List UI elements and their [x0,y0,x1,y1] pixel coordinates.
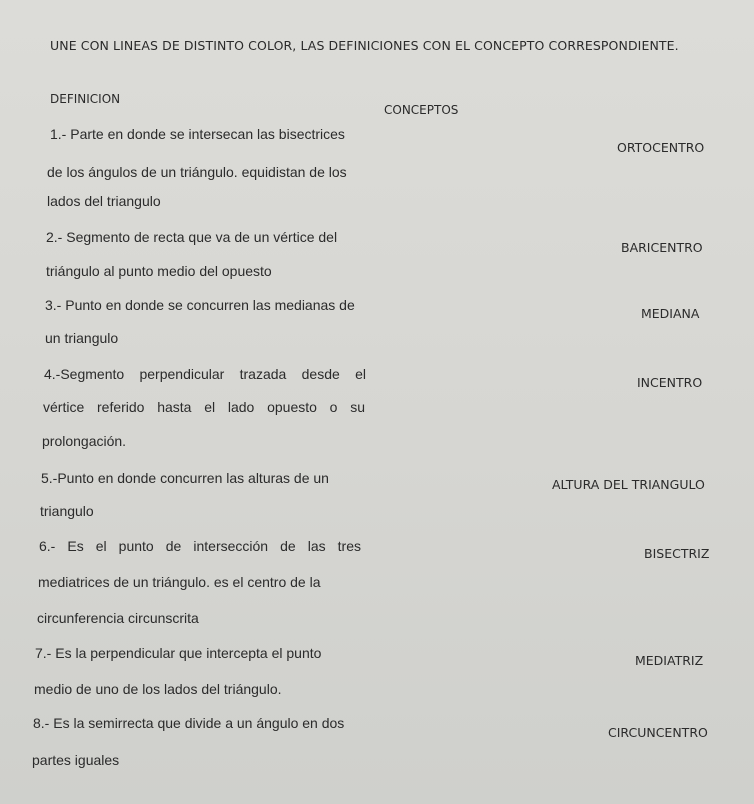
instruction-title: UNE CON LINEAS DE DISTINTO COLOR, LAS DEFINICIONES CON EL CONCEPTO CORRESPONDIENTE. [50,38,679,53]
concept-item: MEDIATRIZ [635,653,704,668]
definition-line: mediatrices de un triángulo. es el centro de la [38,574,321,590]
concept-item: CIRCUNCENTRO [608,725,708,740]
concepts-header: CONCEPTOS [384,103,459,117]
concept-item: BARICENTRO [621,240,703,255]
definition-line: lados del triangulo [47,193,161,209]
concept-item: BISECTRIZ [644,546,710,561]
definition-line: de los ángulos de un triángulo. equidistan de los [47,164,347,180]
definition-line: triángulo al punto medio del opuesto [46,263,272,279]
definition-line: medio de uno de los lados del triángulo. [34,681,282,697]
definition-line: partes iguales [32,752,120,768]
definition-line: un triangulo [45,330,119,346]
concept-item: MEDIANA [641,306,700,321]
definition-line: 5.-Punto en donde concurren las alturas de un [41,470,329,486]
definition-line: 8.- Es la semirrecta que divide a un ángulo en dos [33,715,345,731]
definition-line: triangulo [40,503,94,519]
definition-line: 2.- Segmento de recta que va de un vértice del [46,229,338,245]
concept-item: ALTURA DEL TRIANGULO [552,477,705,492]
definition-line: prolongación. [42,433,127,449]
definition-line: vértice referido hasta el lado opuesto o su [43,399,365,415]
definition-line: 4.-Segmento perpendicular trazada desde el [44,366,366,382]
definition-line: 1.- Parte en donde se intersecan las bisectrices [50,126,345,142]
concept-item: ORTOCENTRO [617,140,705,155]
definition-line: circunferencia circunscrita [37,610,199,626]
definition-line: 6.- Es el punto de intersección de las tres [39,538,361,554]
definition-line: 7.- Es la perpendicular que intercepta el punto [35,645,322,661]
concept-item: INCENTRO [637,375,703,390]
definition-header: DEFINICION [50,92,121,106]
definition-line: 3.- Punto en donde se concurren las medianas de [45,297,355,313]
